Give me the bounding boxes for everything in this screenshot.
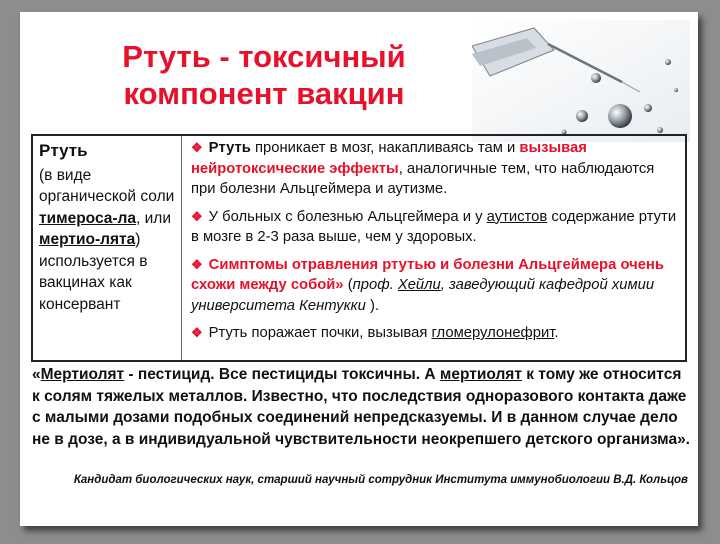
bullet-4	[191, 323, 679, 344]
left-cell	[33, 136, 182, 360]
left-heading: Ртуть	[39, 141, 88, 160]
bullet-italic: проф.	[352, 277, 398, 293]
syringe-image	[472, 20, 690, 142]
slide-title	[104, 38, 424, 112]
left-text: (в виде органической соли	[39, 166, 175, 205]
bullet-text: , аналогичные тем, что наблюдаются при болезни Альцгеймера и аутизме.	[191, 160, 655, 197]
bullet-underlined: гломерулонефрит	[431, 325, 555, 341]
bullet-text: У больных с болезнью Альцгеймера и у	[208, 208, 487, 225]
info-table	[31, 134, 687, 362]
diamond-bullet-icon: ❖	[191, 256, 203, 272]
quote-text: к тому же относится к солям тяжелых металлов. Известно, что последствия одноразового контакта даже с малыми дозами подобных соединений непредсказуемы. И в данном случае дело не в дозе, а в индивидуальной чувствительности неокрепшего детского организма».	[32, 366, 690, 448]
bullet-text: (	[343, 277, 353, 293]
left-text: ) используется в вакцинах как консервант	[39, 231, 148, 313]
bullet-2	[191, 207, 679, 248]
right-cell	[182, 136, 685, 351]
slide	[20, 12, 698, 526]
title-line-1: Ртуть - токсичный	[122, 39, 406, 74]
bullet-text: Ртуть поражает почки, вызывая	[208, 325, 432, 341]
bullet-italic: , заведующий кафедрой химии университета Кентукки	[191, 277, 655, 314]
quote-underlined: Мертиолят	[40, 366, 125, 383]
bullet-italic-underlined: Хейли	[397, 277, 441, 293]
left-text: , или	[136, 209, 171, 227]
bullet-text: содержание ртути в мозге в 2-3 раза выше, чем у здоровых.	[191, 208, 677, 245]
bullet-text: .	[554, 325, 559, 341]
bullet-1	[191, 138, 679, 200]
title-line-2: компонент вакцин	[123, 76, 405, 111]
bullet-3	[191, 255, 679, 317]
bullet-text: проникает в мозг, накапливаясь там и	[250, 140, 520, 156]
diamond-bullet-icon: ❖	[191, 325, 203, 340]
quote-block	[32, 364, 692, 450]
quote-underlined: мертиолят	[439, 366, 522, 383]
bullet-text: Ртуть	[208, 140, 251, 156]
bullet-highlight: Симптомы отравления ртутью и болезни Альцгеймера очень схожи между собой»	[191, 256, 664, 293]
quote-author: Кандидат биологических наук, старший научный сотрудник Института иммунобиологии В.Д. Кольцов	[73, 474, 688, 486]
bullet-text: ).	[365, 297, 379, 314]
bullet-underlined: аутистов	[486, 208, 548, 225]
quote-text: - пестицид. Все пестициды токсичны. А	[124, 366, 440, 383]
diamond-bullet-icon: ❖	[191, 208, 203, 224]
quote-text: «	[32, 366, 41, 383]
diamond-bullet-icon: ❖	[191, 140, 203, 155]
merthiolate-term: мертио-лята	[39, 231, 136, 248]
thimerosal-term: тимероса-ла	[39, 209, 136, 227]
bullet-highlight: вызывая нейротоксические эффекты	[191, 140, 587, 177]
